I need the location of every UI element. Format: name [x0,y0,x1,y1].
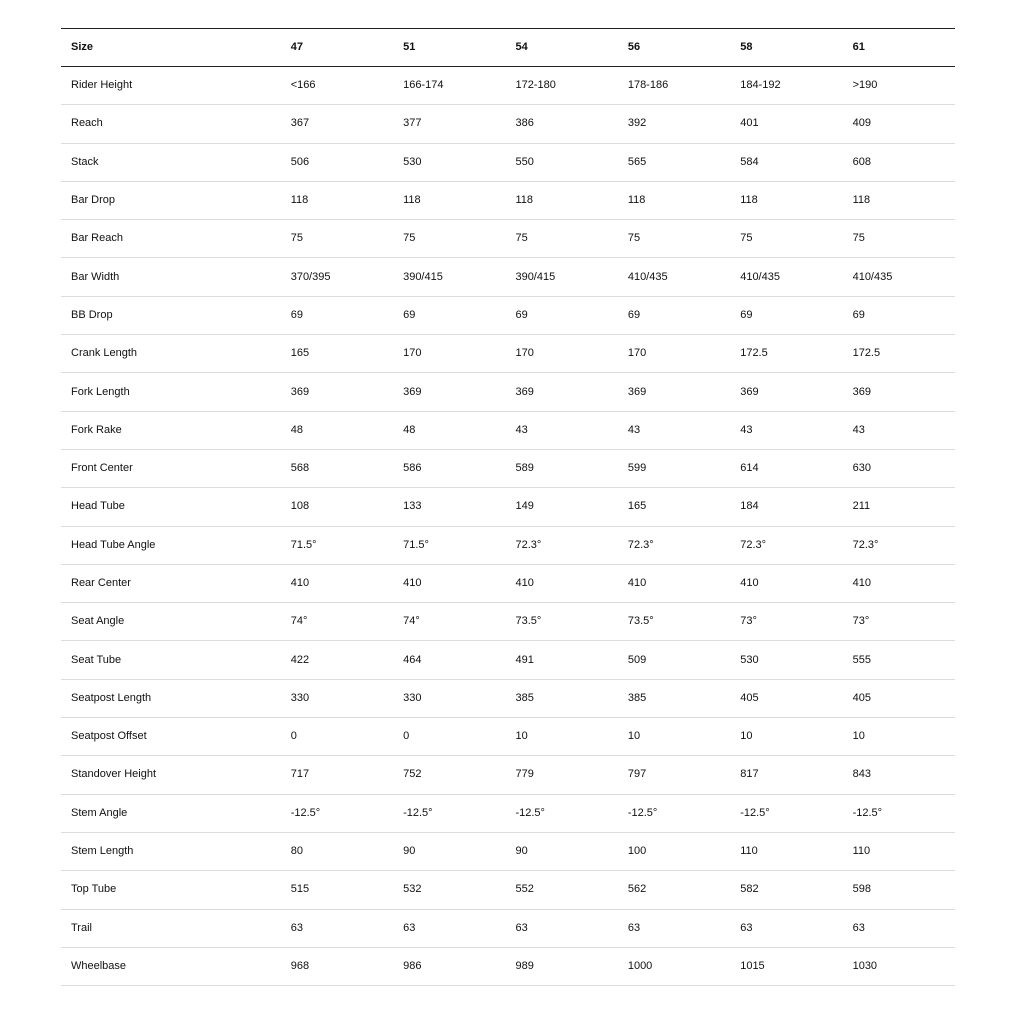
table-cell: 509 [618,641,730,679]
table-cell: 608 [843,143,955,181]
table-row [61,794,955,832]
table-cell: 390/415 [393,258,505,296]
table-cell: 43 [505,411,617,449]
table-cell: 184-192 [730,67,842,105]
table-cell: 72.3° [618,526,730,564]
table-cell: 410 [281,564,393,602]
table-row [61,564,955,602]
table-cell: 392 [618,105,730,143]
table-cell: 178-186 [618,67,730,105]
table-cell: 72.3° [505,526,617,564]
row-label: Seat Angle [61,603,281,641]
table-cell: 10 [618,718,730,756]
table-row [61,526,955,564]
table-cell: 843 [843,756,955,794]
table-cell: 530 [393,143,505,181]
row-label: Top Tube [61,871,281,909]
table-cell: -12.5° [281,794,393,832]
table-row [61,335,955,373]
table-row [61,603,955,641]
geometry-table-body [61,67,955,986]
row-label: Seat Tube [61,641,281,679]
table-cell: 565 [618,143,730,181]
table-cell: 63 [618,909,730,947]
table-cell: 43 [618,411,730,449]
header-row [61,29,955,67]
table-row [61,756,955,794]
table-cell: 598 [843,871,955,909]
table-cell: 63 [505,909,617,947]
table-cell: 69 [618,296,730,334]
column-header-size-3: 54 [505,29,617,67]
table-row [61,679,955,717]
row-label: Wheelbase [61,947,281,985]
table-cell: 75 [505,220,617,258]
table-cell: 562 [618,871,730,909]
row-label: Stem Length [61,832,281,870]
table-cell: 184 [730,488,842,526]
table-cell: 75 [393,220,505,258]
table-row [61,488,955,526]
table-cell: 71.5° [393,526,505,564]
table-cell: 369 [505,373,617,411]
table-cell: 584 [730,143,842,181]
table-cell: 630 [843,449,955,487]
table-cell: 75 [281,220,393,258]
row-label: BB Drop [61,296,281,334]
table-cell: 968 [281,947,393,985]
table-cell: -12.5° [505,794,617,832]
table-cell: 410/435 [843,258,955,296]
geometry-table-header [61,29,955,67]
table-cell: 73° [730,603,842,641]
table-cell: 211 [843,488,955,526]
table-cell: 401 [730,105,842,143]
table-cell: 405 [730,679,842,717]
row-label: Head Tube Angle [61,526,281,564]
table-row [61,373,955,411]
table-row [61,105,955,143]
table-cell: 72.3° [730,526,842,564]
table-cell: 555 [843,641,955,679]
row-label: Crank Length [61,335,281,373]
row-label: Bar Drop [61,181,281,219]
table-cell: 377 [393,105,505,143]
table-cell: 63 [730,909,842,947]
row-label: Stack [61,143,281,181]
table-cell: 149 [505,488,617,526]
table-cell: >190 [843,67,955,105]
row-label: Seatpost Length [61,679,281,717]
table-cell: -12.5° [843,794,955,832]
row-label: Front Center [61,449,281,487]
table-cell: 118 [281,181,393,219]
table-cell: 172.5 [730,335,842,373]
table-cell: 410 [505,564,617,602]
table-cell: 165 [281,335,393,373]
table-cell: -12.5° [618,794,730,832]
row-label: Head Tube [61,488,281,526]
table-cell: 589 [505,449,617,487]
table-cell: 90 [505,832,617,870]
table-cell: 69 [281,296,393,334]
table-cell: 779 [505,756,617,794]
table-cell: 532 [393,871,505,909]
table-cell: 118 [505,181,617,219]
table-cell: 405 [843,679,955,717]
table-row [61,871,955,909]
table-cell: 506 [281,143,393,181]
table-cell: 367 [281,105,393,143]
row-label: Seatpost Offset [61,718,281,756]
table-cell: 69 [843,296,955,334]
table-cell: 73.5° [618,603,730,641]
table-cell: -12.5° [730,794,842,832]
table-cell: 71.5° [281,526,393,564]
table-cell: 410 [843,564,955,602]
table-cell: 72.3° [843,526,955,564]
table-cell: 599 [618,449,730,487]
table-cell: 385 [618,679,730,717]
table-row [61,181,955,219]
table-cell: 717 [281,756,393,794]
table-cell: 370/395 [281,258,393,296]
table-cell: 369 [281,373,393,411]
table-cell: 10 [843,718,955,756]
table-cell: 90 [393,832,505,870]
column-header-size-6: 61 [843,29,955,67]
table-cell: 0 [281,718,393,756]
table-cell: 100 [618,832,730,870]
table-cell: 133 [393,488,505,526]
table-cell: 43 [730,411,842,449]
table-cell: 74° [393,603,505,641]
table-cell: 10 [505,718,617,756]
geometry-table [61,28,955,986]
row-label: Stem Angle [61,794,281,832]
table-cell: 390/415 [505,258,617,296]
table-cell: 108 [281,488,393,526]
table-cell: 69 [393,296,505,334]
table-cell: 422 [281,641,393,679]
table-row [61,296,955,334]
table-cell: 369 [843,373,955,411]
table-cell: 69 [730,296,842,334]
table-cell: 170 [618,335,730,373]
table-cell: 118 [618,181,730,219]
table-cell: 369 [393,373,505,411]
table-cell: 170 [393,335,505,373]
table-cell: 69 [505,296,617,334]
column-header-size-2: 51 [393,29,505,67]
table-cell: 1000 [618,947,730,985]
table-cell: 75 [843,220,955,258]
table-cell: 118 [843,181,955,219]
table-cell: 118 [730,181,842,219]
table-cell: 73.5° [505,603,617,641]
table-cell: 10 [730,718,842,756]
row-label: Bar Reach [61,220,281,258]
table-cell: 530 [730,641,842,679]
table-cell: 410 [730,564,842,602]
table-row [61,258,955,296]
table-cell: 75 [730,220,842,258]
table-cell: 491 [505,641,617,679]
row-label: Fork Rake [61,411,281,449]
table-cell: 170 [505,335,617,373]
table-row [61,67,955,105]
row-label: Trail [61,909,281,947]
table-cell: 410/435 [618,258,730,296]
column-header-size-1: 47 [281,29,393,67]
table-cell: 386 [505,105,617,143]
table-cell: <166 [281,67,393,105]
row-label: Bar Width [61,258,281,296]
table-cell: 989 [505,947,617,985]
table-cell: 369 [730,373,842,411]
table-cell: 410/435 [730,258,842,296]
table-cell: 165 [618,488,730,526]
table-cell: 986 [393,947,505,985]
table-cell: 568 [281,449,393,487]
table-row [61,411,955,449]
table-cell: 817 [730,756,842,794]
table-cell: 74° [281,603,393,641]
table-cell: -12.5° [393,794,505,832]
table-cell: 63 [393,909,505,947]
table-cell: 752 [393,756,505,794]
row-label: Reach [61,105,281,143]
table-cell: 43 [843,411,955,449]
table-cell: 552 [505,871,617,909]
table-cell: 118 [393,181,505,219]
table-cell: 1030 [843,947,955,985]
table-row [61,909,955,947]
column-header-size: Size [61,29,281,67]
table-cell: 464 [393,641,505,679]
table-row [61,143,955,181]
table-cell: 48 [281,411,393,449]
table-cell: 515 [281,871,393,909]
table-cell: 48 [393,411,505,449]
table-row [61,641,955,679]
table-cell: 73° [843,603,955,641]
table-row [61,947,955,985]
table-cell: 172-180 [505,67,617,105]
table-cell: 614 [730,449,842,487]
table-cell: 586 [393,449,505,487]
table-cell: 0 [393,718,505,756]
table-cell: 330 [281,679,393,717]
table-cell: 172.5 [843,335,955,373]
table-row [61,718,955,756]
table-cell: 330 [393,679,505,717]
table-cell: 582 [730,871,842,909]
table-cell: 75 [618,220,730,258]
table-cell: 410 [618,564,730,602]
row-label: Rear Center [61,564,281,602]
table-cell: 63 [843,909,955,947]
table-cell: 410 [393,564,505,602]
table-cell: 110 [730,832,842,870]
table-row [61,832,955,870]
table-cell: 797 [618,756,730,794]
row-label: Standover Height [61,756,281,794]
table-cell: 409 [843,105,955,143]
table-cell: 110 [843,832,955,870]
table-cell: 550 [505,143,617,181]
table-cell: 63 [281,909,393,947]
table-cell: 166-174 [393,67,505,105]
table-cell: 1015 [730,947,842,985]
row-label: Rider Height [61,67,281,105]
column-header-size-4: 56 [618,29,730,67]
table-row [61,220,955,258]
table-cell: 369 [618,373,730,411]
column-header-size-5: 58 [730,29,842,67]
table-cell: 80 [281,832,393,870]
table-row [61,449,955,487]
table-cell: 385 [505,679,617,717]
row-label: Fork Length [61,373,281,411]
